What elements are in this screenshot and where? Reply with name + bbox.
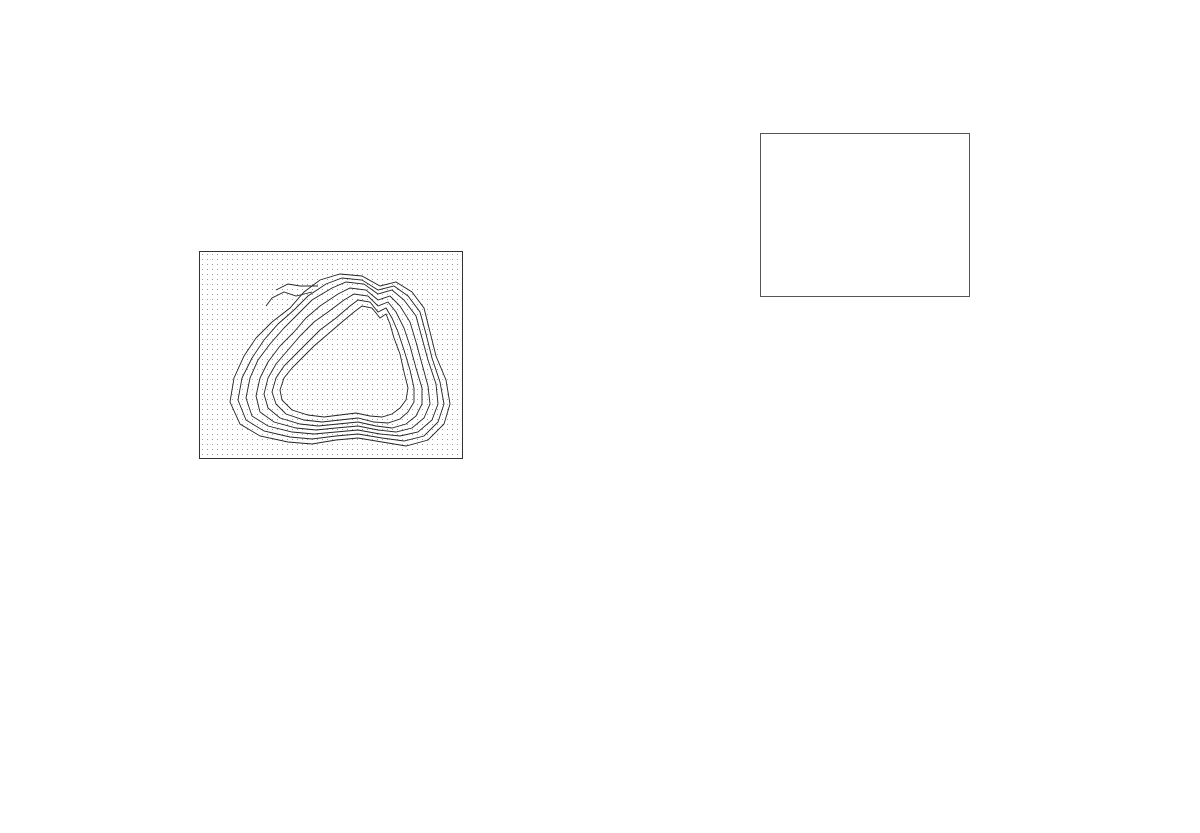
page-4: [600, 0, 1200, 833]
coastline-chart-svg: [761, 134, 969, 296]
coastline-chart: [760, 133, 970, 297]
lat-label-2: [184, 344, 196, 368]
lat-label-1: [184, 287, 196, 311]
lat-label-3: [184, 401, 196, 425]
lake-area-map: [199, 251, 463, 459]
lake-outlines: [200, 252, 462, 458]
